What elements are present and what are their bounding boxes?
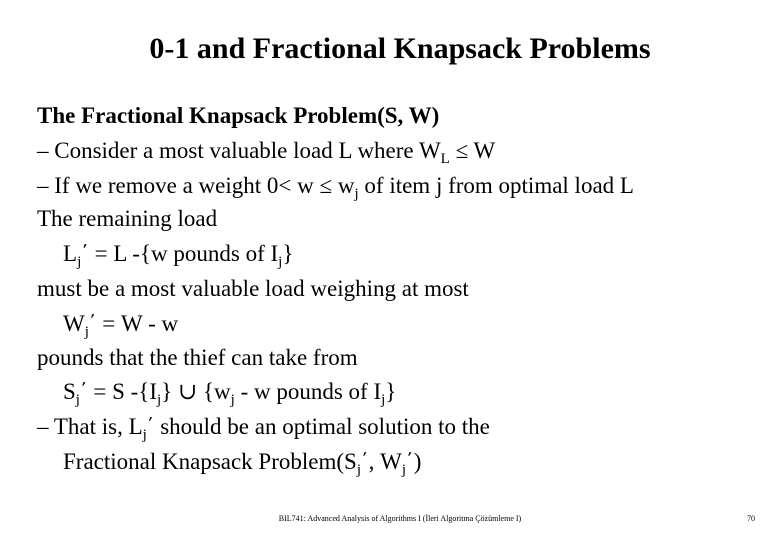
- section-heading: The Fractional Knapsack Problem(S, W): [37, 103, 440, 128]
- text-line-4: The remaining load: [37, 206, 218, 231]
- text-line-9: $S_j΄ = S$ $-\{I_j\}$ ∪ {$w_j$ - w pounds of $I_j$}: [63, 379, 397, 408]
- slide-footer: BIL741: Advanced Analysis of Algorithms I (İleri Algoritma Çözümleme I): [278, 514, 522, 523]
- text-line-2: – Consider a most valuable load L where $W_L \le W$: [37, 138, 496, 167]
- text-line-3: – If we remove a weight $0< w \le w_j$ of item j from optimal load L: [37, 173, 634, 202]
- text-line-10: – That is, $L_j΄$ should be an optimal solution to the: [37, 414, 490, 443]
- text-line-7: $W_j΄ = W - w$: [63, 311, 179, 340]
- text-line-6: must be a most valuable load weighing at most: [37, 276, 469, 301]
- slide-title: 0-1 and Fractional Knapsack Problems: [149, 32, 651, 65]
- text-line-11: Fractional Knapsack $Problem(S_j΄$, $W_j΄$): [63, 449, 422, 478]
- page-number: 70: [747, 514, 755, 523]
- text-line-8: pounds that the thief can take from: [37, 345, 358, 370]
- text-line-5: $L_j΄ = L$ -{w pounds of $I_j$}: [63, 241, 294, 270]
